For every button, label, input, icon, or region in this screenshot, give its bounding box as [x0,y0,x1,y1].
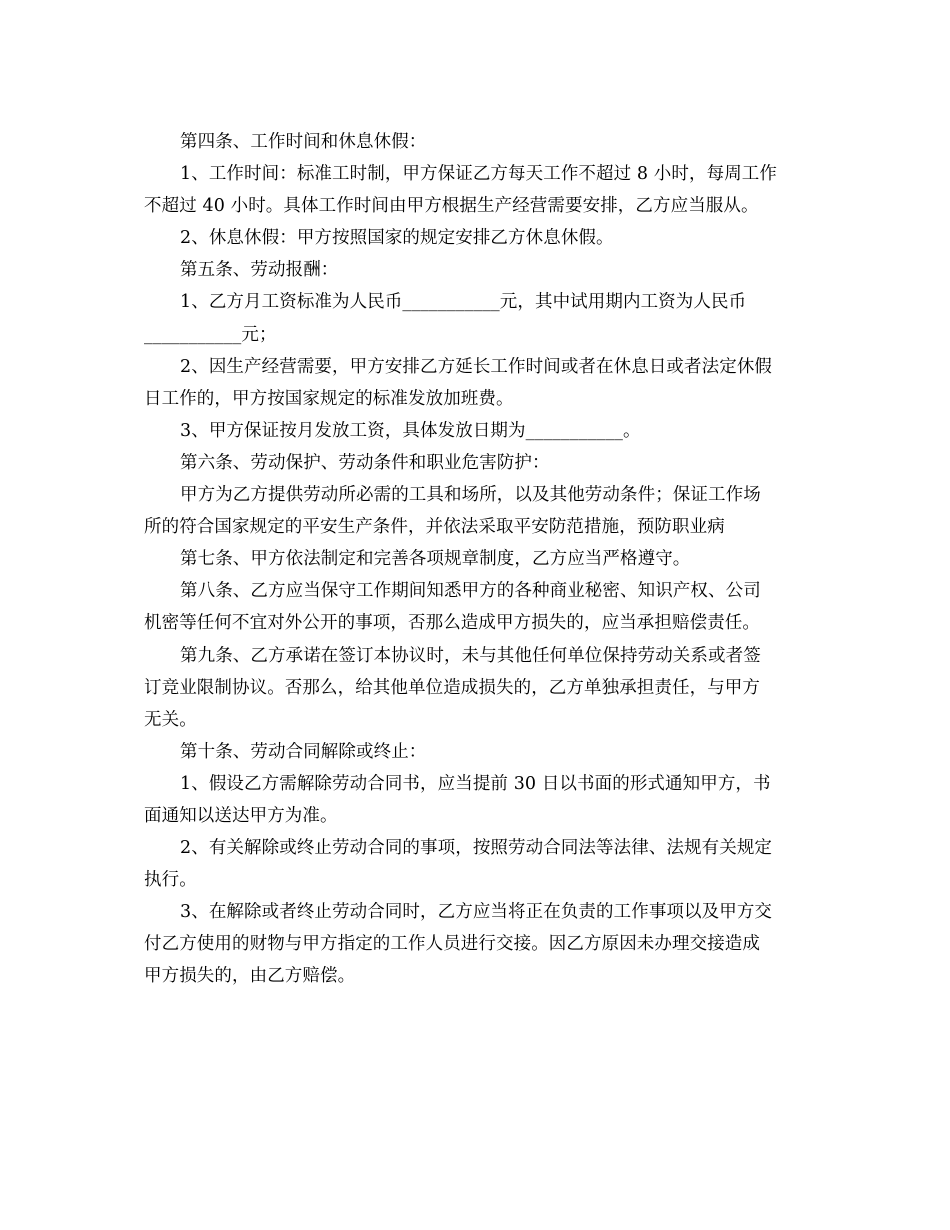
article-4-item-2: 2、休息休假：甲方按照国家的规定安排乙方休息休假。 [180,228,614,249]
article-5-item-1-line-1: 1、乙方月工资标准为人民币___________元，其中试用期内工资为人民币 [180,292,747,313]
article-10-item-1-line-1: 1、假设乙方需解除劳动合同书，应当提前 30 日以书面的形式通知甲方，书 [180,773,771,794]
heading-article-5: 第五条、劳动报酬： [180,260,339,281]
article-8-line-1: 第八条、乙方应当保守工作期间知悉甲方的各种商业秘密、知识产权、公司 [180,581,761,602]
article-10-item-3-line-3: 甲方损失的，由乙方赔偿。 [144,966,356,987]
article-10-item-2-line-2: 执行。 [144,870,197,891]
heading-article-4: 第四条、工作时间和休息休假： [180,132,427,152]
article-5-item-2-line-2: 日工作的，甲方按国家规定的标准发放加班费。 [144,388,514,409]
article-7: 第七条、甲方依法制定和完善各项规章制度，乙方应当严格遵守。 [180,549,691,570]
article-6-body-line-2: 所的符合国家规定的平安生产条件，并依法采取平安防范措施，预防职业病 [144,517,725,538]
article-10-item-1-line-2: 面通知以送达甲方为准。 [144,805,338,826]
article-10-item-2-line-1: 2、有关解除或终止劳动合同的事项，按照劳动合同法等法律、法规有关规定 [180,838,773,859]
article-4-item-1-line-2: 不超过 40 小时。具体工作时间由甲方根据生产经营需要安排，乙方应当服从。 [144,196,759,217]
document-page [144,126,808,993]
article-5-item-2-line-1: 2、因生产经营需要，甲方安排乙方延长工作时间或者在休息日或者法定休假 [180,356,773,377]
article-10-item-3-line-2: 付乙方使用的财物与甲方指定的工作人员进行交接。因乙方原因未办理交接造成 [144,934,760,955]
article-8-line-2: 机密等任何不宜对外公开的事项，否那么造成甲方损失的，应当承担赔偿责任。 [144,613,760,634]
article-4-item-1-line-1: 1、工作时间：标准工时制，甲方保证乙方每天工作不超过 8 小时，每周工作 [180,164,777,185]
article-9-line-1: 第九条、乙方承诺在签订本协议时，未与其他任何单位保持劳动关系或者签 [180,645,761,666]
article-5-item-1-line-2: ___________元； [144,324,277,345]
heading-article-6: 第六条、劳动保护、劳动条件和职业危害防护： [180,452,550,473]
article-10-item-3-line-1: 3、在解除或者终止劳动合同时，乙方应当将正在负责的工作事项以及甲方交 [180,902,773,923]
article-9-line-2: 订竞业限制协议。否那么，给其他单位造成损失的，乙方单独承担责任，与甲方 [144,677,760,698]
article-6-body-line-1: 甲方为乙方提供劳动所必需的工具和场所，以及其他劳动条件；保证工作场 [180,485,761,506]
article-9-line-3: 无关。 [144,709,197,730]
heading-article-10: 第十条、劳动合同解除或终止： [180,741,427,762]
article-5-item-3: 3、甲方保证按月发放工资，具体发放日期为___________。 [180,420,641,441]
